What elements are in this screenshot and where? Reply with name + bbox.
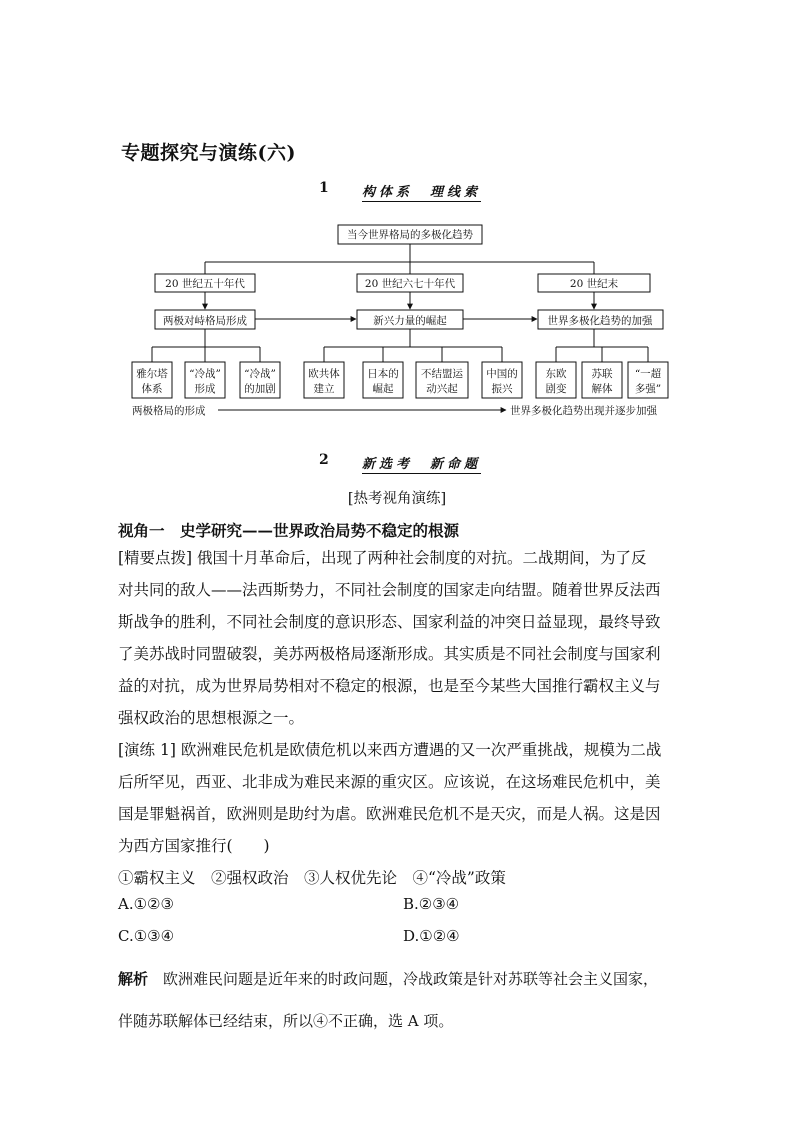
bottom-right-label: 世界多极化趋势出现并逐步加强: [510, 405, 657, 417]
leaf-2-line-1: “冷战”: [189, 368, 221, 380]
focus-line-4: 了美苏战时同盟破裂，美苏两极格局逐渐形成。其实质是不同社会制度与国家利: [118, 645, 661, 663]
leaf-10-line-1: “一超: [634, 368, 662, 380]
exercise-line-2: 后所罕见，西亚、北非成为难民来源的重灾区。应该说，在这场难民危机中，美: [118, 773, 661, 791]
analysis-paragraph: [118, 958, 678, 1042]
exercise-line-4: 为西方国家推行( ): [118, 837, 270, 855]
leaf-9-line-2: 解体: [591, 383, 613, 395]
analysis-line-2: 伴随苏联解体已经结束，所以④不正确，选 A 项。: [118, 1012, 454, 1030]
focus-line-3: 斯战争的胜利，不同社会制度的意识形态、国家利益的冲突日益显现，最终导致: [118, 613, 661, 631]
option-a[interactable]: A.①②③: [118, 895, 174, 913]
leaf-5-line-2: 崛起: [372, 383, 394, 395]
stage-label-3: 世界多极化趋势的加强: [547, 315, 653, 327]
leaf-3-line-1: “冷战”: [244, 368, 276, 380]
leaf-7-line-2: 振兴: [491, 383, 513, 395]
page-title: 专题探究与演练(六): [121, 142, 296, 164]
leaf-7-line-1: 中国的: [486, 368, 518, 380]
analysis-line-1: 解析 欧洲难民问题是近年来的时政问题，冷战政策是针对苏联等社会主义国家，: [118, 970, 659, 988]
section-2-number: 2: [319, 452, 329, 468]
exercise-statements: ①霸权主义 ②强权政治 ③人权优先论 ④“冷战”政策: [118, 869, 506, 887]
leaf-8-line-2: 剧变: [545, 383, 567, 395]
stage-label-1: 两极对峙格局形成: [163, 315, 247, 327]
leaf-8-line-1: 东欧: [545, 368, 567, 380]
section-1-heading: 构体系 理线索: [362, 181, 481, 202]
leaf-10-line-2: 多强”: [634, 383, 662, 395]
focus-paragraph: [118, 542, 678, 734]
leaf-2-line-2: 形成: [194, 383, 216, 395]
leaf-3-line-2: 的加剧: [244, 383, 276, 395]
exercise-line-1: [演练 1] 欧洲难民危机是欧债危机以来西方遭遇的又一次严重挑战，规模为二战: [118, 741, 662, 759]
leaf-4-line-2: 建立: [313, 383, 335, 395]
leaf-9-line-1: 苏联: [591, 368, 613, 380]
period-label-3: 20 世纪末: [569, 278, 619, 290]
focus-line-2: 对共同的敌人——法西斯势力，不同社会制度的国家走向结盟。随着世界反法西: [118, 581, 661, 599]
exercise-tag: [演练 1]: [118, 741, 176, 759]
subheading: [热考视角演练]: [347, 491, 447, 507]
exercise-paragraph: [118, 734, 678, 894]
structure-diagram: [118, 215, 678, 425]
focus-line-1: [精要点拨] 俄国十月革命后，出现了两种社会制度的对抗。二战期间，为了反: [118, 549, 647, 567]
section-1-number: 1: [319, 180, 329, 196]
option-b[interactable]: B.②③④: [403, 895, 460, 913]
bottom-left-label: 两极格局的形成: [132, 405, 206, 417]
stage-label-2: 新兴力量的崛起: [373, 315, 447, 327]
leaf-1-line-2: 体系: [141, 383, 163, 395]
exercise-line-3: 国是罪魁祸首，欧洲则是助纣为虐。欧洲难民危机不是天灾，而是人祸。这是因: [118, 805, 661, 823]
angle-heading: 视角一 史学研究——世界政治局势不稳定的根源: [118, 521, 460, 540]
focus-tag: [精要点拨]: [118, 549, 193, 567]
leaf-6-line-1: 不结盟运: [421, 368, 463, 380]
option-d[interactable]: D.①②④: [403, 927, 460, 945]
root-label: 当今世界格局的多极化趋势: [347, 229, 473, 241]
option-c[interactable]: C.①③④: [118, 927, 175, 945]
focus-line-6: 强权政治的思想根源之一。: [118, 709, 305, 727]
analysis-tag: 解析: [118, 970, 149, 988]
focus-line-5: 益的对抗，成为世界局势相对不稳定的根源，也是至今某些大国推行霸权主义与: [118, 677, 661, 695]
period-label-1: 20 世纪五十年代: [165, 278, 245, 290]
leaf-4-line-1: 欧共体: [308, 368, 340, 380]
period-label-2: 20 世纪六七十年代: [364, 278, 456, 290]
leaf-6-line-2: 动兴起: [426, 383, 458, 395]
leaf-1-line-1: 雅尔塔: [136, 368, 168, 380]
section-2-heading: 新选考 新命题: [362, 453, 481, 474]
leaf-5-line-1: 日本的: [367, 368, 399, 380]
